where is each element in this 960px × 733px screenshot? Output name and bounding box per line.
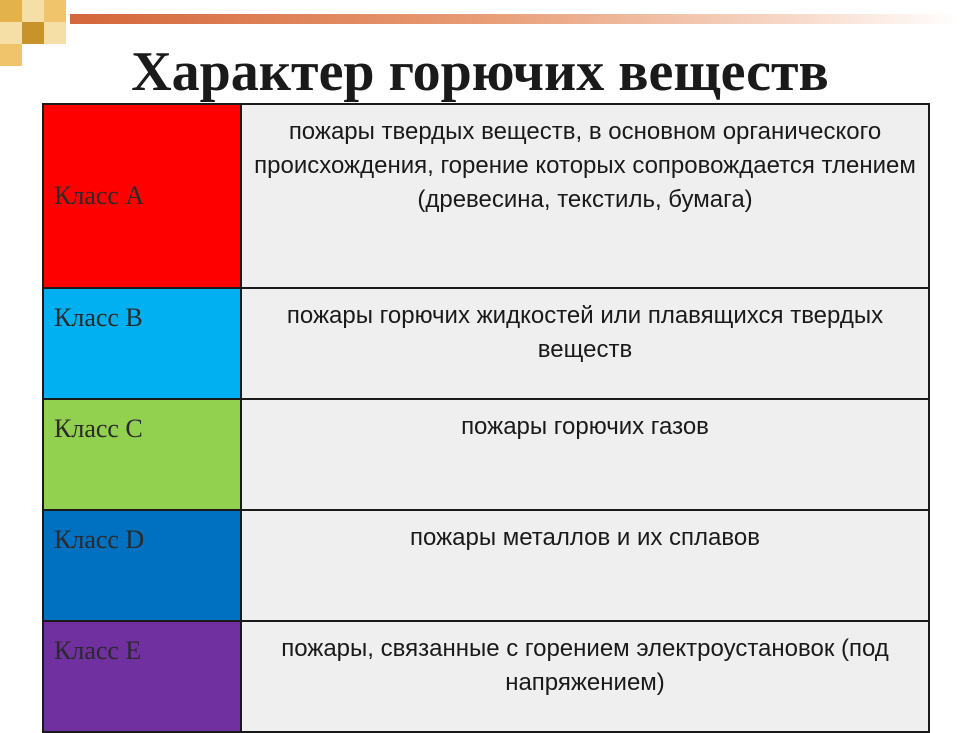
- class-label: Класс В: [54, 303, 143, 332]
- table-row: [43, 399, 929, 510]
- class-label: Класс D: [54, 525, 145, 554]
- description-cell: пожары твердых веществ, в основном органического происхождения, горение которых сопровождается тлением (древесина, текстиль, бумага): [241, 104, 929, 288]
- table-row: [43, 104, 929, 288]
- class-label: Класс С: [54, 414, 143, 443]
- accent-bar: [70, 14, 960, 24]
- page-title: Характер горючих веществ: [131, 41, 829, 103]
- description-cell: пожары, связанные с горением электроустановок (под напряжением): [241, 621, 929, 732]
- class-cell-a: [43, 104, 241, 288]
- class-cell-e: [43, 621, 241, 732]
- description-cell: пожары горючих жидкостей или плавящихся твердых веществ: [241, 288, 929, 399]
- class-label: Класс А: [54, 181, 145, 210]
- fire-classes-table: [42, 103, 930, 733]
- description-cell: пожары горючих газов: [241, 399, 929, 510]
- class-cell-c: [43, 399, 241, 510]
- class-cell-d: [43, 510, 241, 621]
- description-cell: пожары металлов и их сплавов: [241, 510, 929, 621]
- decor-square: [0, 0, 22, 22]
- decor-square: [44, 0, 66, 22]
- table-row: [43, 510, 929, 621]
- class-cell-b: [43, 288, 241, 399]
- decor-square: [22, 0, 44, 22]
- table-row: [43, 288, 929, 399]
- table-row: [43, 621, 929, 732]
- class-label: Класс Е: [54, 636, 142, 665]
